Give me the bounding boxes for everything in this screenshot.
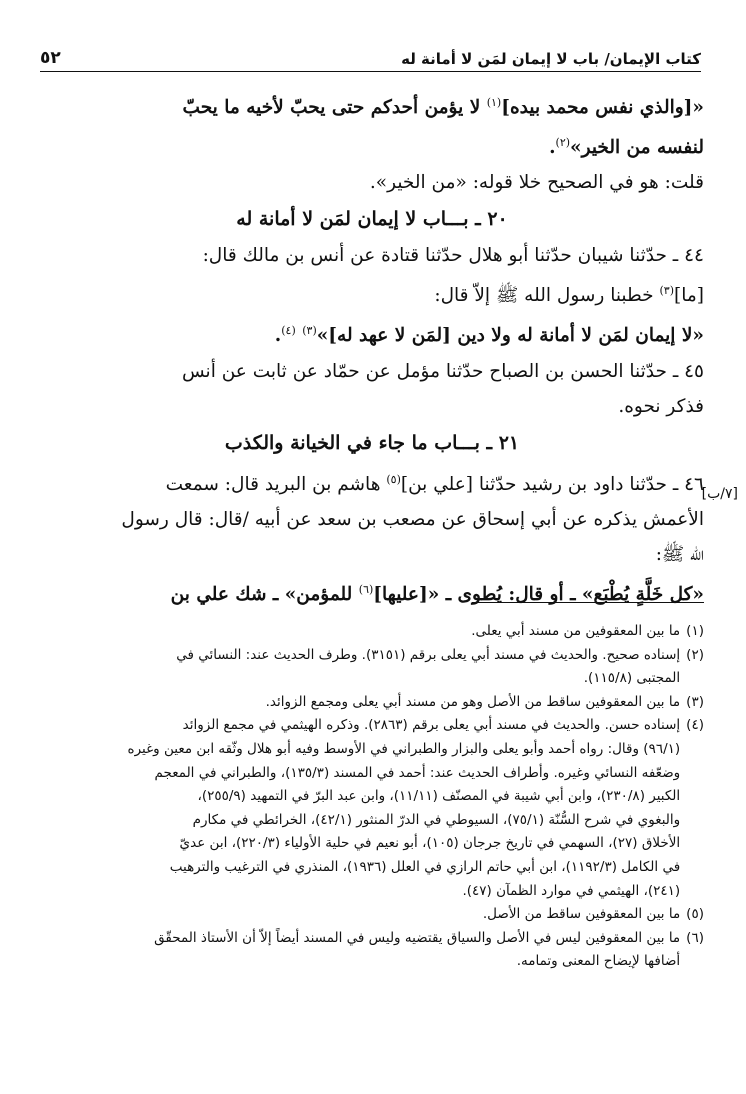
footnote-number: (١) [686, 623, 704, 639]
page-number: ٥٢ [40, 48, 61, 68]
text-span: . [274, 325, 282, 347]
footnote-ref: (٥) [386, 472, 401, 486]
footnote-ref: (٣) [302, 324, 317, 338]
footnote-line: في الكامل (١١٩٢/٣)، ابن أبي حاتم الرازي في العلل (١٩٣٦)، المنذري في الترغيب والترهيب [169, 858, 681, 875]
running-title: كتاب الإيمان/ باب لا إيمان لمَن لا أمانة له [401, 50, 701, 68]
footnote-line: ما بين المعقوفين من مسند أبي يعلى. [471, 623, 681, 639]
footnote-number: (٤) [686, 717, 704, 734]
text-line [40, 85, 704, 125]
chapter-heading-20: ٢٠ ـ بـــاب لا إيمان لمَن لا أمانة له [236, 208, 508, 231]
footnotes [40, 620, 704, 974]
text-span: خطبنا رسول الله ﷺ إلاّ قال: [434, 285, 660, 307]
footnote [40, 927, 704, 974]
footnote-line: والبغوي في شرح السُّنّة (٧٥/١)، السيوطي في الدرّ المنثور (٤٢/١)، الخرائطي في مكارم [192, 811, 681, 828]
footnote-ref: (٣) [659, 284, 675, 298]
page-header [40, 38, 701, 72]
footnote-number: (٣) [686, 693, 704, 710]
footnote-line: ما بين المعقوفين ساقط من الأصل. [482, 906, 681, 923]
footnote-line: الأخلاق (٢٧)، السهمي في تاريخ جرجان (١٠٥)، أبو نعيم في حلية الأولياء (٢٢٠/٣)، ابن عديّ [179, 835, 681, 852]
footnote-line: (٩٦/١) وقال: رواه أحمد وأبو يعلى والبزار والطبراني في الأوسط وفيه أبو هلال وثّقه ابن معين وغيره [127, 740, 681, 757]
footnote-text [40, 927, 680, 974]
footnote-text [40, 691, 680, 715]
footnote-ref: (٤) [281, 324, 296, 338]
footnote [40, 620, 704, 644]
footnote-line: ما بين المعقوفين ليس في الأصل والسياق يقتضيه وليس في المسند أيضاً إلاّ أن الأستاذ المحقّق [154, 929, 681, 946]
footnote [40, 903, 704, 927]
footnote-ref: (١) [486, 96, 502, 109]
text-line [40, 273, 704, 313]
chapter-heading-21: ٢١ ـ بـــاب ما جاء في الخيانة والكذب [224, 431, 520, 454]
text-line: الأعمش يذكره عن أبي إسحاق عن مصعب بن سعد عن أبيه /قال: قال رسول [121, 508, 704, 530]
text-line [40, 313, 704, 353]
footnote [40, 714, 704, 903]
text-span: هاشم بن البريد قال: سمعت [165, 473, 387, 495]
footnote-text [40, 714, 680, 903]
manuscript-folio-marker: [٧/ب] [701, 486, 738, 502]
footnote-line: (٢٤١)، الهيثمي في موارد الظمآن (٤٧). [462, 882, 681, 899]
footnote-text [40, 620, 680, 644]
text-line: فذكر نحوه. [618, 395, 704, 417]
text-line: ٤٤ ـ حدّثنا شيبان حدّثنا أبو هلال حدّثنا قتادة عن أنس بن مالك قال: [202, 245, 704, 267]
footnote-separator [472, 602, 704, 603]
footnote [40, 644, 704, 691]
text-line: الله ﷺ: [655, 543, 704, 565]
text-line [40, 572, 704, 612]
text-line [40, 125, 704, 165]
footnote [40, 691, 704, 715]
footnote-line: ما بين المعقوفين ساقط من الأصل وهو من مسند أبي يعلى ومجمع الزوائد. [265, 693, 681, 710]
text-line: ٤٥ ـ حدّثنا الحسن بن الصباح حدّثنا مؤمل عن حمّاد عن ثابت عن أنس [181, 360, 704, 382]
text-span: . [549, 137, 556, 159]
footnote-ref: (٢) [555, 136, 571, 150]
text-line [40, 462, 704, 502]
footnote-line: الكبير (٢٣٠/٨)، وابن أبي شيبة في المصنّف (١١/١١)، وابن عبد البرّ في التمهيد (٢٥٥/٩)، [197, 788, 681, 805]
text-span: «[والذي نفس محمد بيده] [501, 97, 704, 119]
footnote-text [40, 903, 680, 927]
footnote-text [40, 644, 680, 691]
footnote-number: (٢) [686, 646, 704, 663]
footnote-number: (٥) [686, 906, 704, 923]
footnote-ref: (٦) [358, 582, 374, 596]
text-span: [ما] [674, 285, 704, 307]
footnote-line: وضعّفه النسائي وغيره. وأطراف الحديث عند: أحمد في المسند (١٣٥/٣)، والطبراني في المعجم [154, 764, 681, 781]
text-span: «لا إيمان لمَن لا أمانة له ولا دين [لمَن لا عهد له]» [316, 325, 704, 347]
text-span: ٤٦ ـ حدّثنا داود بن رشيد حدّثنا [علي بن] [400, 473, 704, 495]
text-span: للمؤمن» ـ شك علي بن [170, 583, 359, 605]
footnote-line: أضافها لإيضاح المعنى وتمامه. [516, 953, 681, 970]
footnote-line: إسناده حسن. والحديث في مسند أبي يعلى برقم (٢٨٦٣). وذكره الهيثمي في مجمع الزوائد [182, 717, 681, 734]
text-span: لا يؤمن أحدكم حتى يحبّ لأخيه ما يحبّ [182, 97, 487, 119]
text-span: لنفسه من الخير» [570, 137, 704, 159]
footnote-line: المجتبى (١١٥/٨). [583, 670, 681, 687]
text-line: قلت: هو في الصحيح خلا قوله: «من الخير». [369, 172, 704, 194]
text-span: «كل خَلَّةٍ يُطْبَع» ـ أو قال: يُطوى ـ «[عليها] [373, 583, 704, 605]
main-text [40, 85, 704, 612]
footnote-number: (٦) [686, 929, 704, 946]
footnote-line: إسناده صحيح. والحديث في مسند أبي يعلى برقم (٣١٥١). وطرف الحديث عند: النسائي في [176, 646, 681, 663]
